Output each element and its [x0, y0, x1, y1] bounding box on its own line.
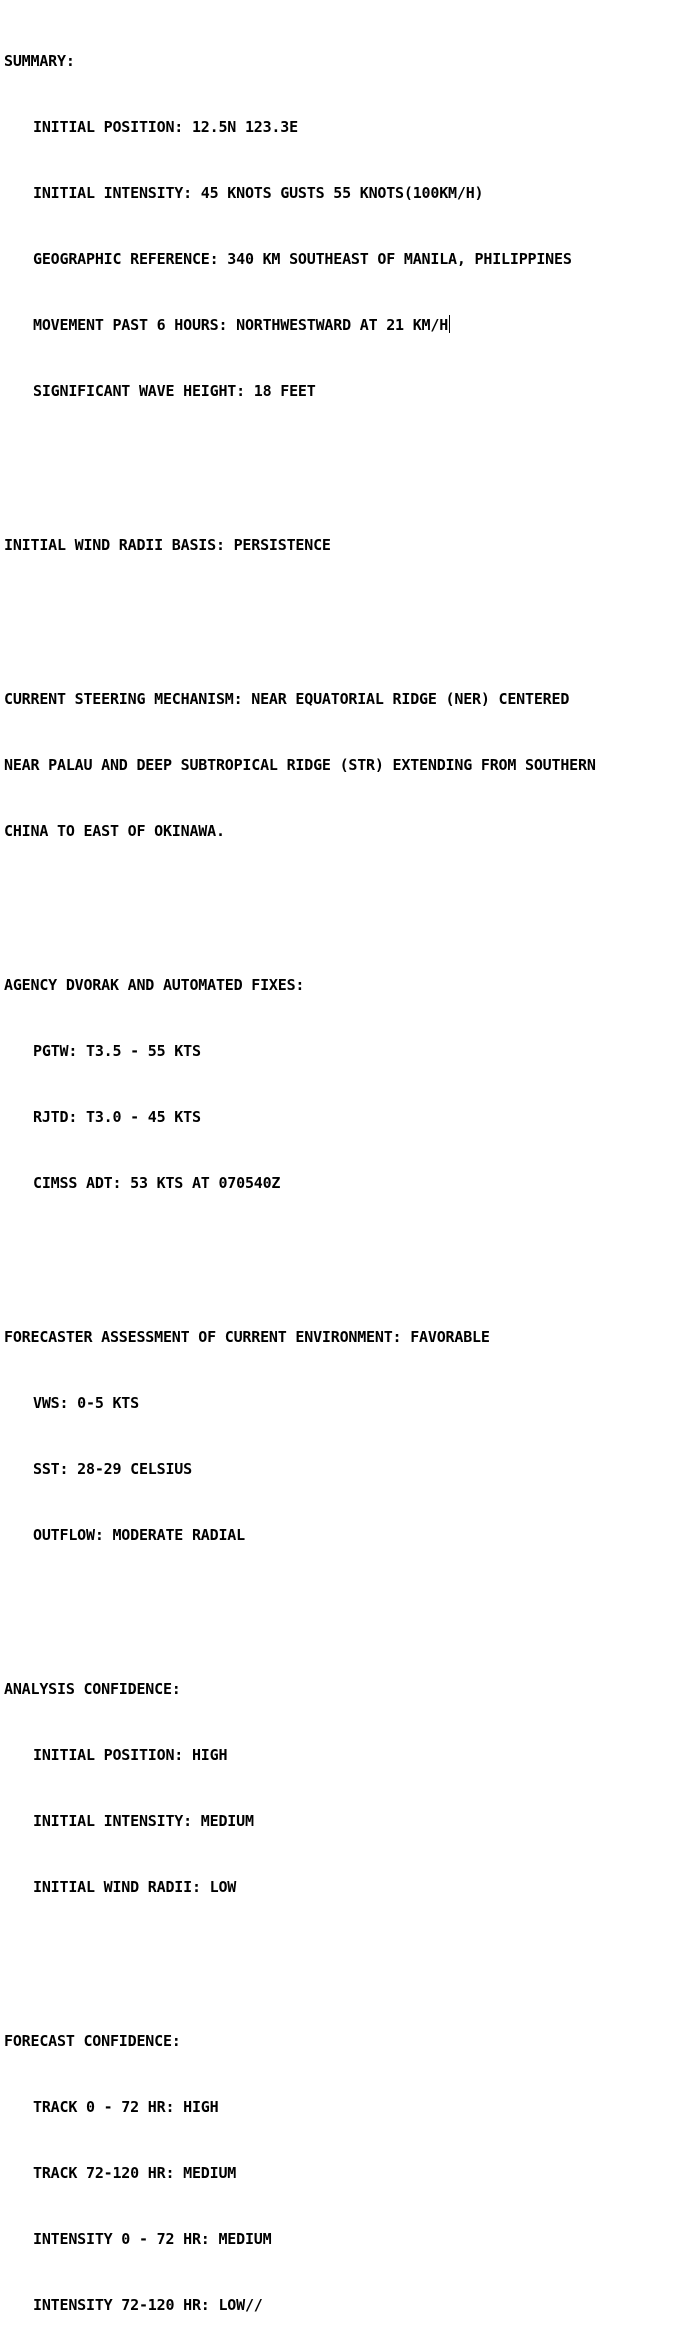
steering-line-3: CHINA TO EAST OF OKINAWA.	[4, 822, 225, 840]
dvorak-cimss: CIMSS ADT: 53 KTS AT 070540Z	[33, 1174, 281, 1192]
environment-sst: SST: 28-29 CELSIUS	[33, 1460, 192, 1478]
forecast-confidence-heading: FORECAST CONFIDENCE:	[4, 2032, 181, 2050]
dvorak-rjtd: RJTD: T3.0 - 45 KTS	[33, 1108, 201, 1126]
blank-line	[4, 600, 596, 622]
wind-radii-basis: INITIAL WIND RADII BASIS: PERSISTENCE	[4, 536, 331, 554]
blank-line	[4, 1590, 596, 1612]
analysis-confidence-wind-radii: INITIAL WIND RADII: LOW	[33, 1878, 237, 1896]
dvorak-pgtw: PGTW: T3.5 - 55 KTS	[33, 1042, 201, 1060]
blank-line	[4, 1942, 596, 1964]
summary-geographic-reference: GEOGRAPHIC REFERENCE: 340 KM SOUTHEAST OF MANILA, PHILIPPINES	[33, 250, 572, 268]
summary-heading: SUMMARY:	[4, 52, 75, 70]
warning-text-document	[4, 6, 596, 2338]
blank-line	[4, 446, 596, 468]
summary-initial-position: INITIAL POSITION: 12.5N 123.3E	[33, 118, 298, 136]
steering-line-1: CURRENT STEERING MECHANISM: NEAR EQUATORIAL RIDGE (NER) CENTERED	[4, 690, 570, 708]
environment-heading: FORECASTER ASSESSMENT OF CURRENT ENVIRONMENT: FAVORABLE	[4, 1328, 490, 1346]
blank-line	[4, 1238, 596, 1260]
forecast-confidence-intensity-72-120: INTENSITY 72-120 HR: LOW//	[33, 2296, 263, 2314]
environment-vws: VWS: 0-5 KTS	[33, 1394, 139, 1412]
steering-line-2: NEAR PALAU AND DEEP SUBTROPICAL RIDGE (STR) EXTENDING FROM SOUTHERN	[4, 756, 596, 774]
blank-line	[4, 886, 596, 908]
environment-outflow: OUTFLOW: MODERATE RADIAL	[33, 1526, 245, 1544]
forecast-confidence-track-0-72: TRACK 0 - 72 HR: HIGH	[33, 2098, 219, 2116]
summary-initial-intensity: INITIAL INTENSITY: 45 KNOTS GUSTS 55 KNOTS(100KM/H)	[33, 184, 484, 202]
analysis-confidence-position: INITIAL POSITION: HIGH	[33, 1746, 228, 1764]
forecast-confidence-track-72-120: TRACK 72-120 HR: MEDIUM	[33, 2164, 237, 2182]
summary-movement: MOVEMENT PAST 6 HOURS: NORTHWESTWARD AT 21 KM/H	[33, 316, 449, 334]
summary-wave-height: SIGNIFICANT WAVE HEIGHT: 18 FEET	[33, 382, 316, 400]
dvorak-heading: AGENCY DVORAK AND AUTOMATED FIXES:	[4, 976, 305, 994]
forecast-confidence-intensity-0-72: INTENSITY 0 - 72 HR: MEDIUM	[33, 2230, 272, 2248]
summary-movement-line	[4, 314, 596, 336]
text-cursor	[449, 315, 450, 333]
analysis-confidence-intensity: INITIAL INTENSITY: MEDIUM	[33, 1812, 254, 1830]
analysis-confidence-heading: ANALYSIS CONFIDENCE:	[4, 1680, 181, 1698]
